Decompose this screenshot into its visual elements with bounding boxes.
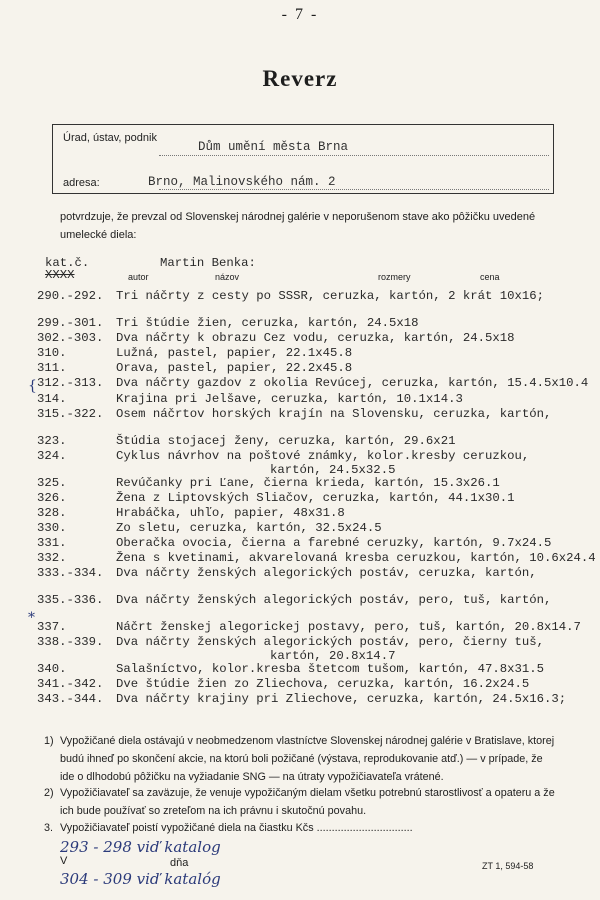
column-rozmery: rozmery <box>378 272 411 282</box>
column-autor: autor <box>128 272 149 282</box>
item-description: Dva náčrty gazdov z okolia Revúcej, ceruzka, kartón, 15.4.5x10.4 <box>116 376 589 390</box>
item-catalog-number: 330. <box>37 521 67 535</box>
item-catalog-number: 325. <box>37 476 67 490</box>
footer-dna: dňa <box>170 857 189 869</box>
address-line <box>159 189 549 190</box>
item-catalog-number: 343.-344. <box>37 692 104 706</box>
item-catalog-number: 315.-322. <box>37 407 104 421</box>
item-description-continued: kartón, 20.8x14.7 <box>270 649 396 663</box>
footer-code: ZT 1, 594-58 <box>482 861 534 871</box>
item-description: Tri náčrty z cesty po SSSR, ceruzka, kartón, 2 krát 10x16; <box>116 289 545 303</box>
footer-v: V <box>60 855 68 867</box>
item-catalog-number: 290.-292. <box>37 289 104 303</box>
item-catalog-number: 311. <box>37 361 67 375</box>
item-description: Osem náčrtov horských krajín na Slovensku, ceruzka, kartón, <box>116 407 552 421</box>
column-kat-struck: XXXX <box>45 268 75 282</box>
intro-text: potvrdzuje, že prevzal od Slovenskej národnej galérie v neporušenom stave ako pôžičku uvedené umelecké diela: <box>60 211 536 241</box>
item-description: Hrabáčka, uhľo, papier, 48x31.8 <box>116 506 345 520</box>
item-description: Dva náčrty k obrazu Cez vodu, ceruzka, kartón, 24.5x18 <box>116 331 515 345</box>
item-description: Dve štúdie žien zo Zliechova, ceruzka, kartón, 16.2x24.5 <box>116 677 530 691</box>
item-catalog-number: 323. <box>37 434 67 448</box>
handwritten-note-1: 293 - 298 viď katalog <box>60 838 221 856</box>
note-text: Vypožičiavateľ poistí vypožičané diela na čiastku Kčs ................................ <box>60 822 413 834</box>
item-description: Štúdia stojacej ženy, ceruzka, kartón, 29.6x21 <box>116 434 456 448</box>
page-number: - 7 - <box>281 6 319 23</box>
item-catalog-number: 328. <box>37 506 67 520</box>
column-kat: kat.č. <box>45 256 90 270</box>
column-cena: cena <box>480 272 500 282</box>
item-catalog-number: 331. <box>37 536 67 550</box>
note-number: 3. <box>44 822 54 834</box>
item-description: Krajina pri Jelšave, ceruzka, kartón, 10.1x14.3 <box>116 392 463 406</box>
item-description: Zo sletu, ceruzka, kartón, 32.5x24.5 <box>116 521 382 535</box>
item-description: Lužná, pastel, papier, 22.1x45.8 <box>116 346 353 360</box>
item-description: Náčrt ženskej alegorickej postavy, pero, tuš, kartón, 20.8x14.7 <box>116 620 581 634</box>
org-label: Úrad, ústav, podnik <box>63 132 157 144</box>
org-value: Dům umění města Brna <box>198 140 349 154</box>
item-description: Dva náčrty krajiny pri Zliechove, ceruzka, kartón, 24.5x16.3; <box>116 692 567 706</box>
item-catalog-number: 299.-301. <box>37 316 104 330</box>
note-text: Vypožičiavateľ sa zaväzuje, že venuje vypožičaným dielam všetku potrebnú starostlivosť a opateru a že ich bude používať so zreteľom na ich právnu i skutočnú povahu. <box>60 787 555 817</box>
artist-name: Martin Benka: <box>160 256 256 270</box>
item-catalog-number: 337. <box>37 620 67 634</box>
item-description: Žena z Liptovských Sliačov, ceruzka, kartón, 44.1x30.1 <box>116 491 515 505</box>
item-catalog-number: 332. <box>37 551 67 565</box>
item-catalog-number: 326. <box>37 491 67 505</box>
item-description: Salašníctvo, kolor.kresba štetcom tušom, kartón, 47.8x31.5 <box>116 662 545 676</box>
item-catalog-number: 338.-339. <box>37 635 104 649</box>
item-description: Dva náčrty ženských alegorických postáv, pero, čierny tuš, <box>116 635 545 649</box>
address-value: Brno, Malinovského nám. 2 <box>148 175 336 189</box>
item-description: Revúčanky pri Ľane, čierna krieda, kartón, 15.3x26.1 <box>116 476 500 490</box>
item-description: Oberačka ovocia, čierna a farebné ceruzky, kartón, 9.7x24.5 <box>116 536 552 550</box>
item-catalog-number: 335.-336. <box>37 593 104 607</box>
item-catalog-number: 310. <box>37 346 67 360</box>
note-number: 1) <box>44 735 54 747</box>
item-description: Dva náčrty ženských alegorických postáv, ceruzka, kartón, <box>116 566 537 580</box>
note-text: Vypožičané diela ostávajú v neobmedzenom vlastníctve Slovenskej národnej galérie v Bratislave, ktorej budú ihneď po skončení akcie, na ktorú boli požičané (výstava, reprodukovanie atď.) — v prípade, že ide o dlhodobú pôžičku na vyžiadanie SNG — na útraty vypožičiavateľa vrátené. <box>60 735 555 783</box>
item-catalog-number: 324. <box>37 449 67 463</box>
item-description: Žena s kvetinami, akvarelovaná kresba ceruzkou, kartón, 10.6x24.4 <box>116 551 596 565</box>
item-description-continued: kartón, 24.5x32.5 <box>270 463 396 477</box>
org-line <box>159 155 549 156</box>
item-catalog-number: 340. <box>37 662 67 676</box>
item-description: Dva náčrty ženských alegorických postáv, pero, tuš, kartón, <box>116 593 552 607</box>
item-description: Cyklus návrhov na poštové známky, kolor.kresby ceruzkou, <box>116 449 530 463</box>
note-number: 2) <box>44 787 54 799</box>
item-catalog-number: 341.-342. <box>37 677 104 691</box>
item-description: Orava, pastel, papier, 22.2x45.8 <box>116 361 353 375</box>
document-title: Reverz <box>262 66 338 91</box>
item-catalog-number: 302.-303. <box>37 331 104 345</box>
handwritten-note-2: 304 - 309 viď katalóg <box>60 870 221 888</box>
address-label: adresa: <box>63 177 100 189</box>
margin-mark-icon: { <box>28 378 37 394</box>
column-nazov: názov <box>215 272 240 282</box>
header-box <box>52 124 554 194</box>
item-description: Tri štúdie žien, ceruzka, kartón, 24.5x18 <box>116 316 419 330</box>
item-catalog-number: 314. <box>37 392 67 406</box>
item-catalog-number: 312.-313. <box>37 376 104 390</box>
margin-mark-icon: * <box>28 610 35 626</box>
item-catalog-number: 333.-334. <box>37 566 104 580</box>
